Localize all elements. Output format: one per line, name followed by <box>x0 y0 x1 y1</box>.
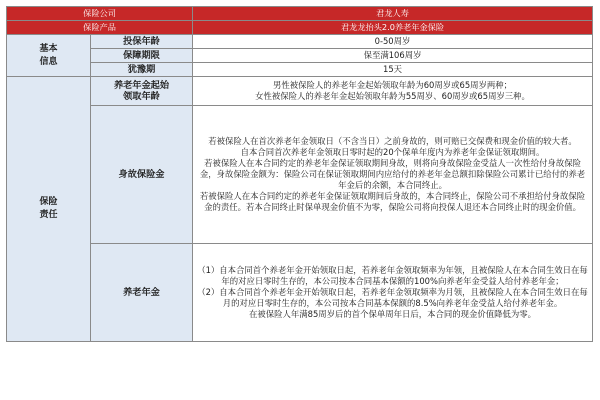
text-line: 保险 <box>39 197 58 207</box>
value-annuity <box>193 244 593 342</box>
text-line: 领取年龄 <box>123 91 160 102</box>
row-coverage-period <box>7 49 593 63</box>
row-insure-age <box>7 35 593 49</box>
label-coverage-period: 保障期限 <box>91 49 193 63</box>
text-line: 基本 <box>39 43 58 54</box>
text-line: （1）自本合同首个养老年金开始领取日起，若养老年金领取频率为年领，且被保险人在本合同生效日在每年的对应日零时生存的，本公司按本合同基本保额的100%向养老年金受益人给付养老年金； <box>197 265 588 287</box>
header-label-product: 保险产品 <box>7 21 193 35</box>
label-death-benefit: 身故保险金 <box>91 106 193 244</box>
label-annuity-start-age <box>91 77 193 106</box>
text-line: 若被保险人在本合同约定的养老年金保证领取期间后身故的，本合同终止，保险公司不承担给付身故保险金的责任。若本合同终止时保单现金价值不为零，保险公司将向投保人退还本合同终止时的现金价值。 <box>199 190 586 212</box>
text-line: 女性被保险人的养老年金起始领取年龄为55周岁、60周岁或65周岁三种。 <box>255 91 530 101</box>
section-basic-info <box>7 35 91 77</box>
text-line: 责任 <box>39 210 58 220</box>
header-label-company: 保险公司 <box>7 7 193 21</box>
header-value-company: 君龙人寿 <box>193 7 593 21</box>
row-annuity-start-age <box>7 77 593 106</box>
text-line: （2）自本合同首个养老年金开始领取日起，若养老年金领取频率为月领，且被保险人在本合同生效日在每月的对应日零时生存的，本公司按本合同基本保额的8.5%向养老年金受益人给付养老年金。 <box>197 287 588 308</box>
text-line: 男性被保险人的养老年金起始领取年龄为60周岁或65周岁两种； <box>272 80 513 91</box>
label-insure-age: 投保年龄 <box>91 35 193 49</box>
header-value-product: 君龙龙抬头2.0养老年金保险 <box>193 21 593 35</box>
text-line: 若被保险人在首次养老年金领取日（不含当日）之前身故的，则可赔已交保费和现金价值的较大者。 <box>208 136 577 147</box>
text-line: 养老年金起始 <box>113 80 170 91</box>
section-coverage <box>7 77 91 342</box>
row-annuity <box>7 244 593 342</box>
value-death-benefit <box>193 106 593 244</box>
label-cooling-off-period: 犹豫期 <box>91 63 193 77</box>
text-line: 信息 <box>39 56 58 67</box>
text-line: 若被保险人在本合同约定的养老年金保证领取期间身故，则将向身故保险金受益人一次性给付身故保险金，身故保险金额为：保险公司在保证领取期间内应给付的养老年金总额扣除保险公司累计已给付的养老年金后的余额，本合同终止。 <box>199 158 586 190</box>
value-insure-age: 0-50周岁 <box>193 35 593 49</box>
insurance-product-table <box>6 6 593 342</box>
row-cooling-off-period <box>7 63 593 77</box>
text-line: 在被保险人年满85周岁后的首个保单周年日后，本合同的现金价值降低为零。 <box>249 308 537 319</box>
value-cooling-off-period: 15天 <box>193 63 593 77</box>
value-coverage-period: 保至满106周岁 <box>193 49 593 63</box>
text-line: 自本合同首次养老年金领取日零时起的20个保单年度内为养老年金保证领取期间。 <box>240 147 545 158</box>
value-annuity-start-age <box>193 77 593 106</box>
header-row-company <box>7 7 593 21</box>
row-death-benefit <box>7 106 593 244</box>
header-row-product <box>7 21 593 35</box>
label-annuity: 养老年金 <box>91 244 193 342</box>
